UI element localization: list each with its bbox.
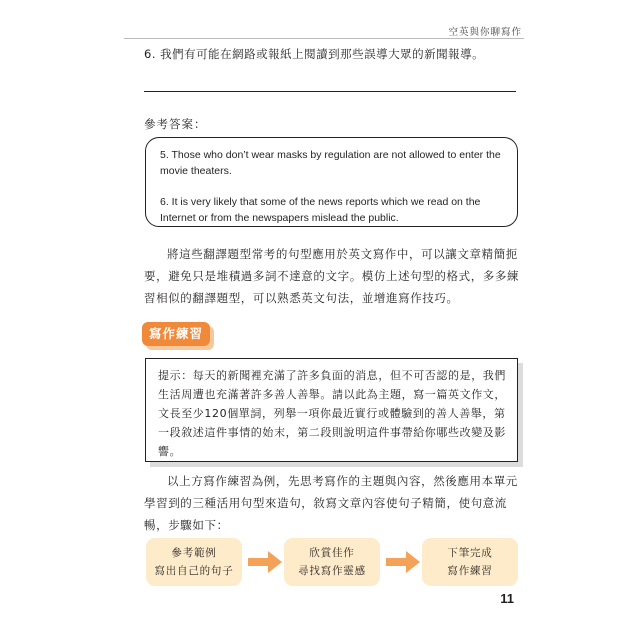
step-box (284, 538, 380, 586)
step-box (422, 538, 518, 586)
step-title: 參考範例 (171, 547, 217, 559)
body-paragraph: 以上方寫作練習為例，先思考寫作的主題與內容，然後應用本單元學習到的三種活用句型來造句，敘寫文章內容使句子精簡，使句意流暢，步驟如下： (144, 474, 518, 532)
translation-question: 6. 我們有可能在網路或報紙上閱讀到那些誤導大眾的新聞報導。 (144, 47, 485, 61)
step-box (146, 538, 242, 586)
answer-item: 5. Those who don’t wear masks by regulation are not allowed to enter the movie theaters. (160, 149, 501, 177)
step-subtitle: 寫出自己的句子 (154, 565, 234, 577)
step-title: 欣賞佳作 (309, 547, 355, 559)
step-subtitle: 寫作練習 (447, 565, 493, 577)
body-paragraph: 將這些翻譯題型常考的句型應用於英文寫作中，可以讓文章精簡扼要，避免只是堆積過多詞不達意的文字。模仿上述句型的格式，多多練習相似的翻譯題型，可以熟悉英文句法，並增進寫作技巧。 (144, 247, 520, 305)
step-subtitle: 尋找寫作靈感 (298, 565, 366, 577)
arrow-right-icon (248, 551, 282, 573)
writing-prompt-box (145, 358, 518, 462)
section-title-tag: 寫作練習 (142, 322, 210, 346)
answer-item: 6. It is very likely that some of the news reports which we read on the Internet or from the newspapers mislead the public. (160, 196, 481, 224)
page-number: 11 (500, 591, 514, 606)
step-title: 下筆完成 (447, 547, 493, 559)
answer-write-line (144, 91, 516, 92)
writing-prompt-text: 提示：每天的新聞裡充滿了許多負面的消息，但不可否認的是，我們生活周遭也充滿著許多善人善舉。請以此為主題，寫一篇英文作文，文長至少120個單詞，列舉一項你最近實行或體驗到的善人善舉，第一段敘述這件事情的始末，第二段則說明這件事帶給你哪些改變及影響。 (158, 369, 506, 458)
arrow-right-icon (386, 551, 420, 573)
running-header: 空英與你聊寫作 (448, 27, 522, 38)
reference-answer-box (145, 137, 518, 227)
header-rule (124, 38, 524, 39)
reference-answer-label: 參考答案： (144, 117, 207, 131)
